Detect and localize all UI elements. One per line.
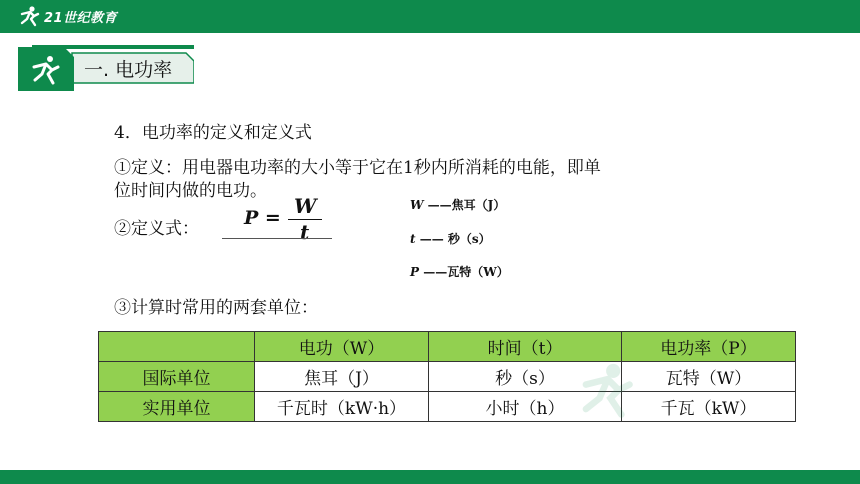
formula-label: ②定义式：	[114, 219, 199, 239]
brand-logo	[18, 4, 117, 28]
units-table	[98, 331, 796, 422]
table-cell: 秒（s）	[429, 362, 622, 392]
watermark-runner-icon	[560, 360, 650, 420]
formula-numerator: W	[294, 194, 317, 218]
table-cell: 千瓦（kW）	[622, 392, 796, 422]
power-formula	[222, 194, 332, 242]
logo-text: 21世纪教育	[44, 10, 118, 26]
table-cell: 瓦特（W）	[622, 362, 796, 392]
table-header-cell	[99, 332, 255, 362]
legend-item: t —— 秒（s）	[410, 232, 491, 246]
section-title: 一. 电功率	[84, 59, 173, 81]
formula-underline	[222, 238, 332, 239]
bottom-banner	[0, 470, 860, 484]
table-cell: 焦耳（J）	[255, 362, 429, 392]
table-header-cell: 电功率（P）	[622, 332, 796, 362]
table-cell: 千瓦时（kW·h）	[255, 392, 429, 422]
table-header-cell: 时间（t）	[429, 332, 622, 362]
top-banner	[0, 0, 860, 33]
table-cell: 小时（h）	[429, 392, 622, 422]
table-header-row	[99, 332, 796, 362]
legend-item: P ——瓦特（W）	[410, 265, 509, 279]
units-heading: ③计算时常用的两套单位：	[114, 298, 318, 318]
legend-item: W ——焦耳（J）	[410, 198, 506, 212]
definition-line-2: 位时间内做的电功。	[114, 181, 267, 201]
content-heading: 4．电功率的定义和定义式	[114, 123, 312, 143]
table-row	[99, 392, 796, 422]
running-figure-icon	[18, 5, 40, 27]
table-header-cell: 电功（W）	[255, 332, 429, 362]
row-label: 国际单位	[99, 362, 255, 392]
formula-denominator: t	[300, 220, 310, 244]
table-row	[99, 362, 796, 392]
row-label: 实用单位	[99, 392, 255, 422]
definition-line-1: ①定义：用电器电功率的大小等于它在1秒内所消耗的电能，即单	[114, 158, 601, 178]
formula-lhs: P =	[244, 207, 281, 229]
